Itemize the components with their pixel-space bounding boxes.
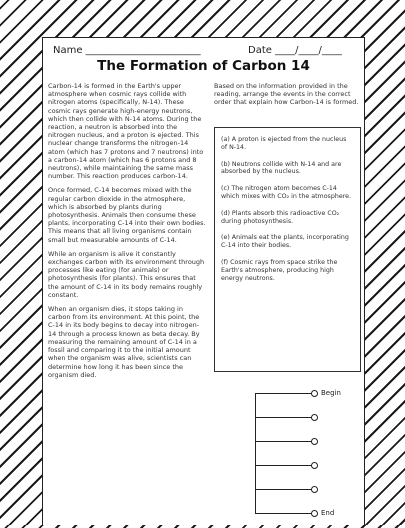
page-title: The Formation of Carbon 14 (97, 58, 310, 74)
timeline-dot-4 (311, 462, 318, 469)
event-d: (d) Plants absorb this radioactive CO₂ during photosynthesis. (221, 209, 340, 225)
timeline-slot-2[interactable] (255, 417, 313, 418)
paragraph-2: Once formed, C-14 becomes mixed with the regular carbon dioxide in the atmosphere, which is absorbed by plants during photosynthesis. Animals then consume these plants, incorporating C-14 into their own bodies. This means that all living organisms contain small but measurable amounts of C-14. (48, 186, 206, 244)
header-row (53, 45, 356, 56)
timeline-axis (255, 393, 256, 513)
timeline-dot-5 (311, 486, 318, 493)
timeline-slot-5[interactable] (255, 489, 313, 490)
date-field[interactable]: Date ____/____/____ (248, 45, 342, 56)
event-f: (f) Cosmic rays from space strike the Earth's atmosphere, producing high energy neutrons. (221, 258, 338, 282)
event-e: (e) Animals eat the plants, incorporating C-14 into their bodies. (221, 234, 349, 250)
timeline-slot-3[interactable] (255, 441, 313, 442)
instructions: Based on the information provided in the reading, arrange the events in the correct order that explain how Carbon-14 is formed. (214, 82, 359, 107)
paragraph-3: While an organism is alive it constantly exchanges carbon with its environment through processes like eating (for animals) or photosynthesis (for plants). This ensures that the amount of C-14 in its body remains roughly constant. (48, 249, 205, 299)
timeline-dot-6 (311, 510, 318, 517)
events-box (214, 127, 361, 372)
event-a: (a) A proton is ejected from the nucleus of N-14. (221, 136, 347, 151)
begin-label: Begin (321, 389, 341, 397)
timeline-slot-1[interactable] (255, 393, 313, 394)
end-label: End (321, 509, 335, 517)
timeline-slot-6[interactable] (255, 513, 313, 514)
timeline-dot-3 (311, 438, 318, 445)
event-b: (b) Neutrons collide with N-14 and are absorbed by the nucleus. (221, 160, 342, 176)
paragraph-4: When an organism dies, it stops taking in carbon from its environment. At this point, the C-14 in its body begins to decay into nitrogen-14 through a process known as beta decay. By measuring the remaining amount of C-14 in a fossil and comparing it to the initial amount when the organism was alive, scientists can determine how long it has been since the organism died. (48, 305, 200, 379)
reading-passage (48, 82, 206, 385)
timeline-dot-1 (311, 390, 318, 397)
name-field[interactable]: Name _______________________ (53, 45, 201, 56)
worksheet (42, 37, 365, 525)
timeline-dot-2 (311, 414, 318, 421)
sequence-timeline (255, 388, 341, 528)
paragraph-1: Carbon-14 is formed in the Earth's upper atmosphere when cosmic rays collide with nitrogen atoms (specifically, N-14). These cosmic rays generate high-energy neutrons, which then collide with N-14 atoms. During the reaction, a neutron is absorbed into the nitrogen nucleus, and a proton is ejected. This nuclear change transforms the nitrogen-14 atom (which has 7 protons and 7 neutrons) into a carbon-14 atom (which has 6 protons and 8 neutrons), while maintaining the same mass number. This reaction produces carbon-14. (48, 82, 204, 181)
event-c: (c) The nitrogen atom becomes C-14 which mixes with CO₂ in the atmosphere. (221, 185, 352, 200)
timeline-slot-4[interactable] (255, 465, 313, 466)
